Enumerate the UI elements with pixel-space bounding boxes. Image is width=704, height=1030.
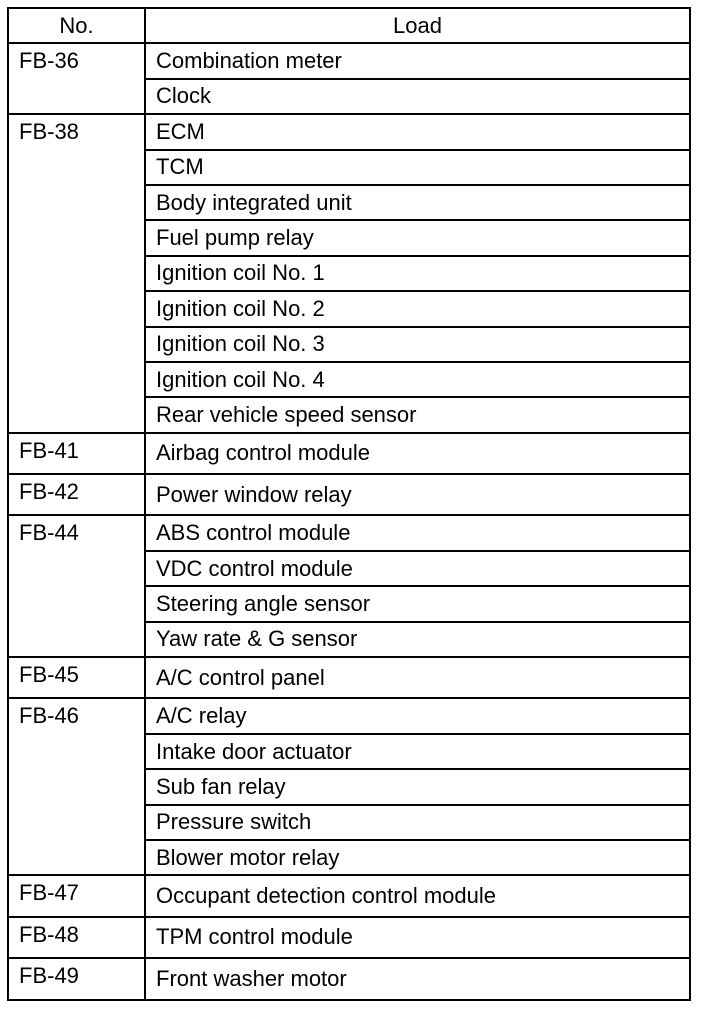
load-cell: Fuel pump relay	[145, 220, 690, 255]
table-row	[8, 917, 690, 958]
table-row	[8, 698, 690, 733]
load-cell: Yaw rate & G sensor	[145, 622, 690, 657]
load-cell: Ignition coil No. 3	[145, 327, 690, 362]
load-cell: A/C relay	[145, 698, 690, 733]
table-row	[8, 433, 690, 474]
load-cell: Front washer motor	[145, 958, 690, 999]
header-no: No.	[8, 8, 145, 43]
fuse-number-cell: FB-48	[8, 917, 145, 958]
load-cell: ECM	[145, 114, 690, 149]
load-cell: Combination meter	[145, 43, 690, 78]
load-cell: Ignition coil No. 4	[145, 362, 690, 397]
header-row	[8, 8, 690, 43]
fuse-number-cell: FB-47	[8, 875, 145, 916]
load-cell: Clock	[145, 79, 690, 114]
load-cell: Body integrated unit	[145, 185, 690, 220]
load-cell: Blower motor relay	[145, 840, 690, 875]
load-cell: TCM	[145, 150, 690, 185]
load-cell: A/C control panel	[145, 657, 690, 698]
fuse-number-cell: FB-45	[8, 657, 145, 698]
table-row	[8, 515, 690, 550]
load-cell: Pressure switch	[145, 805, 690, 840]
load-cell: Airbag control module	[145, 433, 690, 474]
table-row	[8, 43, 690, 78]
load-cell: Intake door actuator	[145, 734, 690, 769]
table-row	[8, 875, 690, 916]
load-cell: Steering angle sensor	[145, 586, 690, 621]
fuse-load-table	[7, 7, 691, 1001]
table-body	[8, 43, 690, 999]
load-cell: Sub fan relay	[145, 769, 690, 804]
table-row	[8, 114, 690, 149]
load-cell: Power window relay	[145, 474, 690, 515]
load-cell: TPM control module	[145, 917, 690, 958]
load-cell: Ignition coil No. 1	[145, 256, 690, 291]
fuse-number-cell: FB-41	[8, 433, 145, 474]
table-row	[8, 958, 690, 999]
load-cell: Rear vehicle speed sensor	[145, 397, 690, 432]
fuse-number-cell: FB-49	[8, 958, 145, 999]
fuse-number-cell: FB-38	[8, 114, 145, 433]
fuse-number-cell: FB-46	[8, 698, 145, 875]
load-cell: Ignition coil No. 2	[145, 291, 690, 326]
fuse-number-cell: FB-42	[8, 474, 145, 515]
fuse-number-cell: FB-44	[8, 515, 145, 657]
header-load: Load	[145, 8, 690, 43]
load-cell: VDC control module	[145, 551, 690, 586]
load-cell: ABS control module	[145, 515, 690, 550]
table-row	[8, 474, 690, 515]
fuse-number-cell: FB-36	[8, 43, 145, 114]
load-cell: Occupant detection control module	[145, 875, 690, 916]
table-row	[8, 657, 690, 698]
